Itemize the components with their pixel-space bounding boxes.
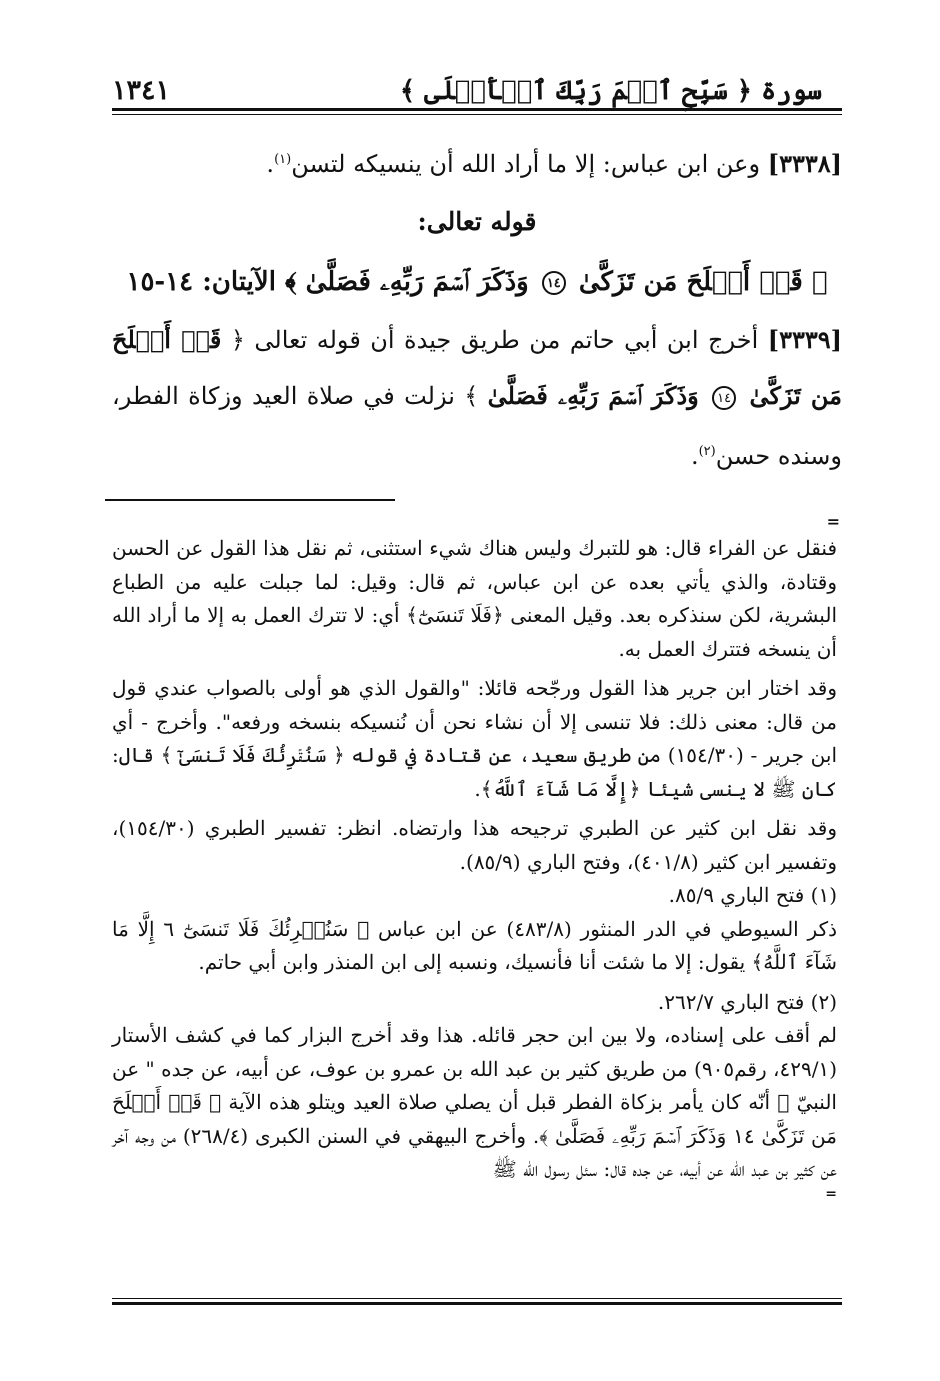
quote-open-bracket: ﴿ (230, 326, 245, 354)
footnote-2-end-mark: = (825, 1185, 837, 1202)
main-text (112, 132, 842, 484)
verse-part-2: وَذَكَرَ ٱسۡمَ رَبِّهِۦ فَصَلَّىٰ (305, 267, 529, 297)
footnote-continuation-1: فنقل عن الفراء قال: هو للتبرك وليس هناك شيء استثنى، ثم نقل هذا القول عن الحسن وقتادة، والذي يأتي بعده عن ابن عباس، ثم قال: وقيل: لما جبلت عليه من الطباع البشرية، لكن سنذكره بعد. وقيل المعنى ﴿فَلَا تَنسَىٰٓ﴾ أي: لا تترك العمل به إلا ما أراد الله أن ينسخه فتترك العمل به. (112, 536, 837, 661)
narration-3338 (112, 132, 842, 192)
footnote-2-title: (٢) فتح الباري ٢٦٢/٧. (657, 989, 837, 1014)
quote-close-bracket: ﴾ (464, 382, 479, 410)
narration-number: [٣٣٣٩] (767, 325, 842, 354)
verse-close-bracket: ﴾ (285, 267, 297, 297)
verse-part-1: قَدۡ أَفۡلَحَ مَن تَزَكَّىٰ (578, 267, 803, 297)
narration-text: وعن ابن عباس: إلا ما أراد الله أن ينسيكه لتسن (291, 150, 761, 178)
verses-label: الآيتان: ١٤-١٥ (126, 267, 276, 297)
footnote-divider (105, 499, 395, 501)
narration-text-cont: نزلت في صلاة العيد وزكاة الفطر، وسنده حسن (112, 382, 842, 470)
ayah-number-icon: ١٤ (542, 271, 566, 295)
continuation-mark: = (826, 512, 840, 531)
ayah-number-icon: ١٤ (712, 386, 736, 410)
footnote-2-text: لم أقف على إسناده، ولا بين ابن حجر قائله. هذا وقد أخرج البزار كما في كشف الأستار (٤٢٩/١، رقم٩٠٥) من طريق كثير بن عبد الله بن عمرو بن عوف، عن أبيه، عن جده " عن النبيّ ﷺ أنّه كان يأمر بزكاة الفطر قبل أن يصلي صلاة العيد ويتلو هذه الآية ﴿ قَدۡ أَفۡلَحَ مَن تَزَكَّىٰ ١٤ وَذَكَرَ ٱسۡمَ رَبِّهِۦ فَصَلَّىٰ ﴾. وأخرج البيهقي في السنن الكبرى (٢٦٨/٤) من وجه آخر عن كثير بن عبد الله عن أبيه، عن جده قال: سئل رسول الله ﷺ (112, 1023, 837, 1181)
surah-title: سورة ﴿ سَبِّحِ ٱسۡمَ رَبِّكَ ٱلۡأَعۡلَى ﴾ (399, 76, 822, 106)
quran-quote-2: وَذَكَرَ ٱسۡمَ رَبِّهِۦ فَصَلَّىٰ (487, 381, 699, 410)
verse-open-bracket: ﴿ (811, 267, 828, 297)
footnote-1-title: (١) فتح الباري ٨٥/٩. (668, 883, 837, 907)
page-number: ١٣٤١ (112, 75, 171, 106)
footnotes (112, 532, 837, 1201)
quran-quote-1: قَدۡ أَفۡلَحَ مَن تَزَكَّىٰ (112, 325, 842, 410)
footnote-1-text: ذكر السيوطي في الدر المنثور (٤٨٣/٨) عن ابن عباس ﴿ سَنُقۡرِئُكَ فَلَا تَنسَىٰٓ ٦ إِلَّا مَا شَآءَ ٱللَّهُ﴾ يقول: إلا ما شئت أنا فأنسيك، ونسبه إلى ابن المنذر وابن أبي حاتم. (112, 916, 838, 974)
period: . (266, 150, 275, 178)
footnote-ref: (١) (274, 152, 292, 167)
period: . (690, 442, 699, 470)
footnote-continuation-3: وقد نقل ابن كثير عن الطبري ترجيحه هذا وارتضاه. انظر: تفسير الطبري (١٥٤/٣٠)، وتفسير ابن كثير (٤٠١/٨)، وفتح الباري (٨٥/٩). (112, 816, 837, 874)
page-header (112, 62, 822, 106)
verse-line (112, 252, 842, 312)
narration-3339 (112, 312, 842, 484)
header-rule (112, 108, 842, 115)
footer-rule (112, 1298, 842, 1305)
narration-text: أخرج ابن أبي حاتم من طريق جيدة أن قوله تعالى (254, 326, 759, 354)
narration-number: [٣٣٣٨] (767, 149, 842, 178)
footnote-ref: (٢) (698, 444, 716, 459)
section-heading: قوله تعالى: (417, 207, 537, 236)
footnote-continuation-2: وقد اختار ابن جرير هذا القول ورجّحه قائلا: "والقول الذي هو أولى بالصواب عندي قول من قال: معنى ذلك: فلا تنسى إلا أن نشاء نحن أن نُنسيكه بنسخه ورفعه". وأخرج - أي ابن جرير - (١٥٤/٣٠) من طريق سعيد، عن قتادة في قوله ﴿ سَنُقۡرِئُكَ فَلَا تَنسَىٰٓ ﴾ قال: كان ﷺ لا ينسى شيئا ﴿إِلَّا مَا شَآءَ ٱللَّهُ﴾. (112, 676, 837, 801)
